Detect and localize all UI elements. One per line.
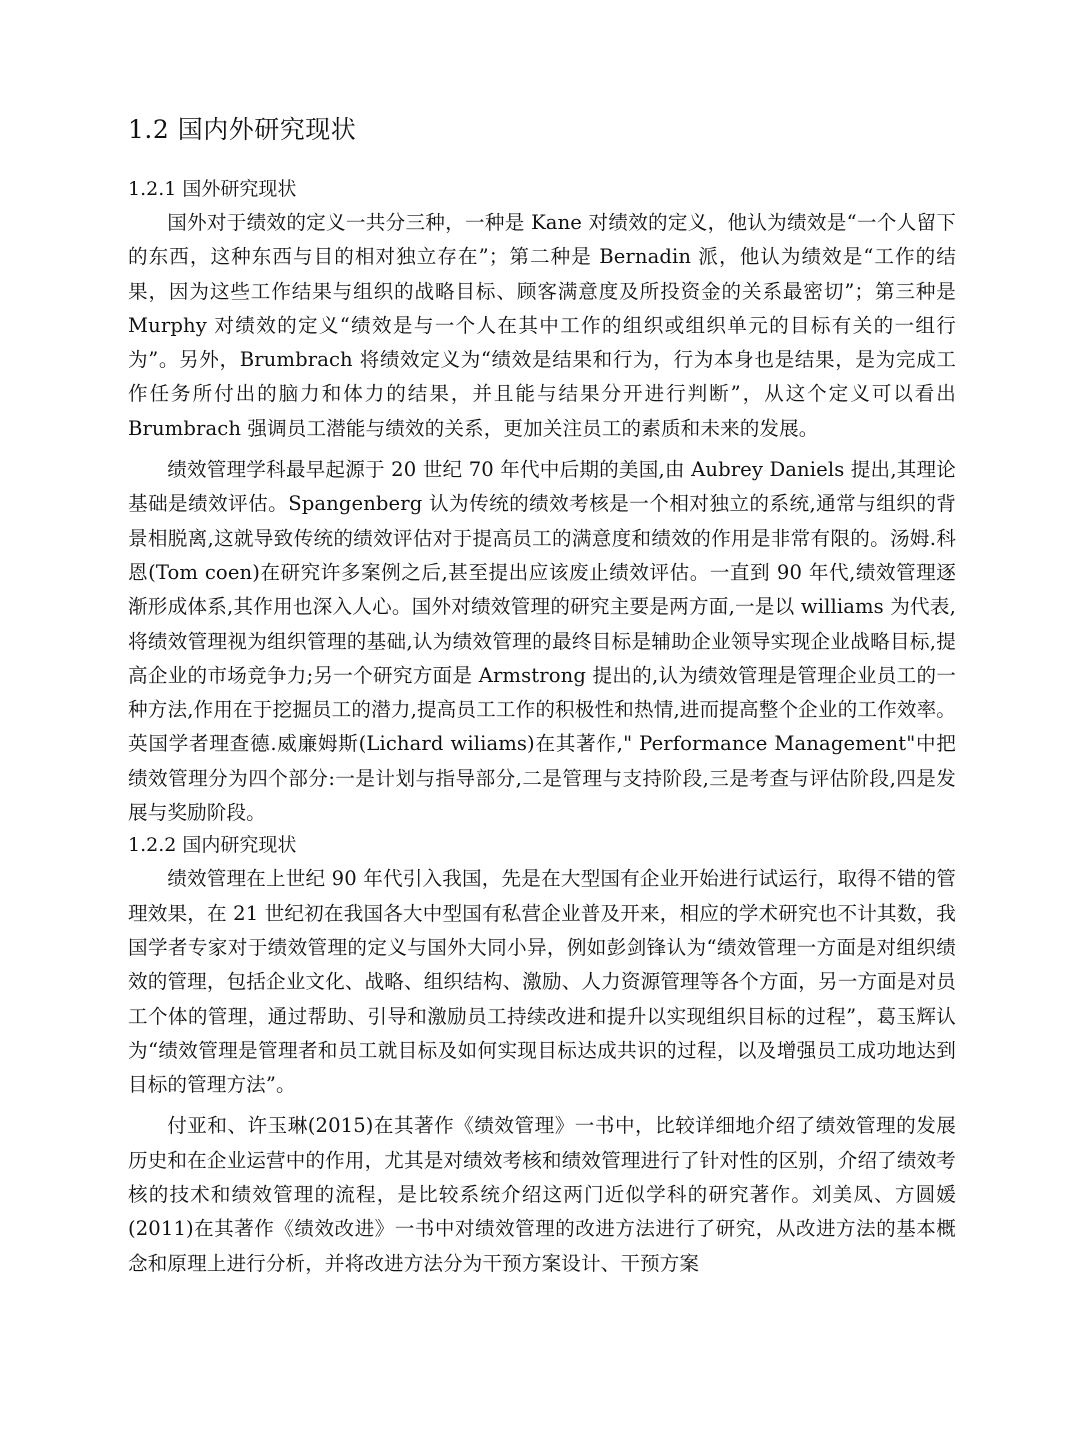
- paragraph-domestic-introduction: 绩效管理在上世纪 90 年代引入我国，先是在大型国有企业开始进行试运行，取得不错的管理效果，在 21 世纪初在我国各大中型国有私营企业普及开来，相应的学术研究也不计其数，我国学者专家对于绩效管理的定义与国外大同小异，例如彭剑锋认为“绩效管理一方面是对组织绩效的管理，包括企业文化、战略、组织结构、激励、人力资源管理等各个方面，另一方面是对员工个体的管理，通过帮助、引导和激励员工持续改进和提升以实现组织目标的过程”，葛玉辉认为“绩效管理是管理者和员工就目标及如何实现目标达成共识的过程，以及增强员工成功地达到目标的管理方法”。: [128, 867, 956, 1097]
- paragraph-performance-definitions: 国外对于绩效的定义一共分三种，一种是 Kane 对绩效的定义，他认为绩效是“一个人留下的东西，这种东西与目的相对独立存在”；第二种是 Bernadin 派，他认为绩效是“工作的结果，因为这些工作结果与组织的战略目标、顾客满意度及所投资金的关系最密切”；第三种是 Murphy 对绩效的定义“绩效是与一个人在其中工作的组织或组织单元的目标有关的一组行为”。另外，Brumbrach 将绩效定义为“绩效是结果和行为，行为本身也是结果，是为完成工作任务所付出的脑力和体力的结果，并且能与结果分开进行判断”，从这个定义可以看出 Brumbrach 强调员工潜能与绩效的关系，更加关注员工的素质和未来的发展。: [128, 211, 956, 440]
- paragraph-performance-management-history: 绩效管理学科最早起源于 20 世纪 70 年代中后期的美国,由 Aubrey Daniels 提出,其理论基础是绩效评估。Spangenberg 认为传统的绩效考核是一个相对独立的系统,通常与组织的背景相脱离,这就导致传统的绩效评估对于提高员工的满意度和绩效的作用是非常有限的。汤姆.科恩(Tom coen)在研究许多案例之后,甚至提出应该废止绩效评估。一直到 90 年代,绩效管理逐渐形成体系,其作用也深入人心。国外对绩效管理的研究主要是两方面,一是以 williams 为代表,将绩效管理视为组织管理的基础,认为绩效管理的最终目标是辅助企业领导实现企业战略目标,提高企业的市场竞争力;另一个研究方面是 Armstrong 提出的,认为绩效管理是管理企业员工的一种方法,作用在于挖掘员工的潜力,提高员工工作的积极性和热情,进而提高整个企业的工作效率。英国学者理查德.威廉姆斯(Lichard wiliams)在其著作," Performance Management"中把绩效管理分为四个部分:一是计划与指导部分,二是管理与支持阶段,三是考查与评估阶段,四是发展与奖励阶段。: [128, 458, 956, 825]
- paragraph-domestic-literature: 付亚和、许玉琳(2015)在其著作《绩效管理》一书中，比较详细地介绍了绩效管理的发展历史和在企业运营中的作用，尤其是对绩效考核和绩效管理进行了针对性的区别，介绍了绩效考核的技术和绩效管理的流程，是比较系统介绍这两门近似学科的研究著作。刘美凤、方圆媛(2011)在其著作《绩效改进》一书中对绩效管理的改进方法进行了研究，从改进方法的基本概念和原理上进行分析，并将改进方法分为干预方案设计、干预方案: [128, 1114, 956, 1275]
- section-title: 1.2 国内外研究现状: [128, 115, 357, 144]
- subsection-heading-foreign: 1.2.1 国外研究现状: [128, 178, 297, 200]
- page-content: [128, 112, 956, 1281]
- subsection-heading-domestic: 1.2.2 国内研究现状: [128, 834, 297, 857]
